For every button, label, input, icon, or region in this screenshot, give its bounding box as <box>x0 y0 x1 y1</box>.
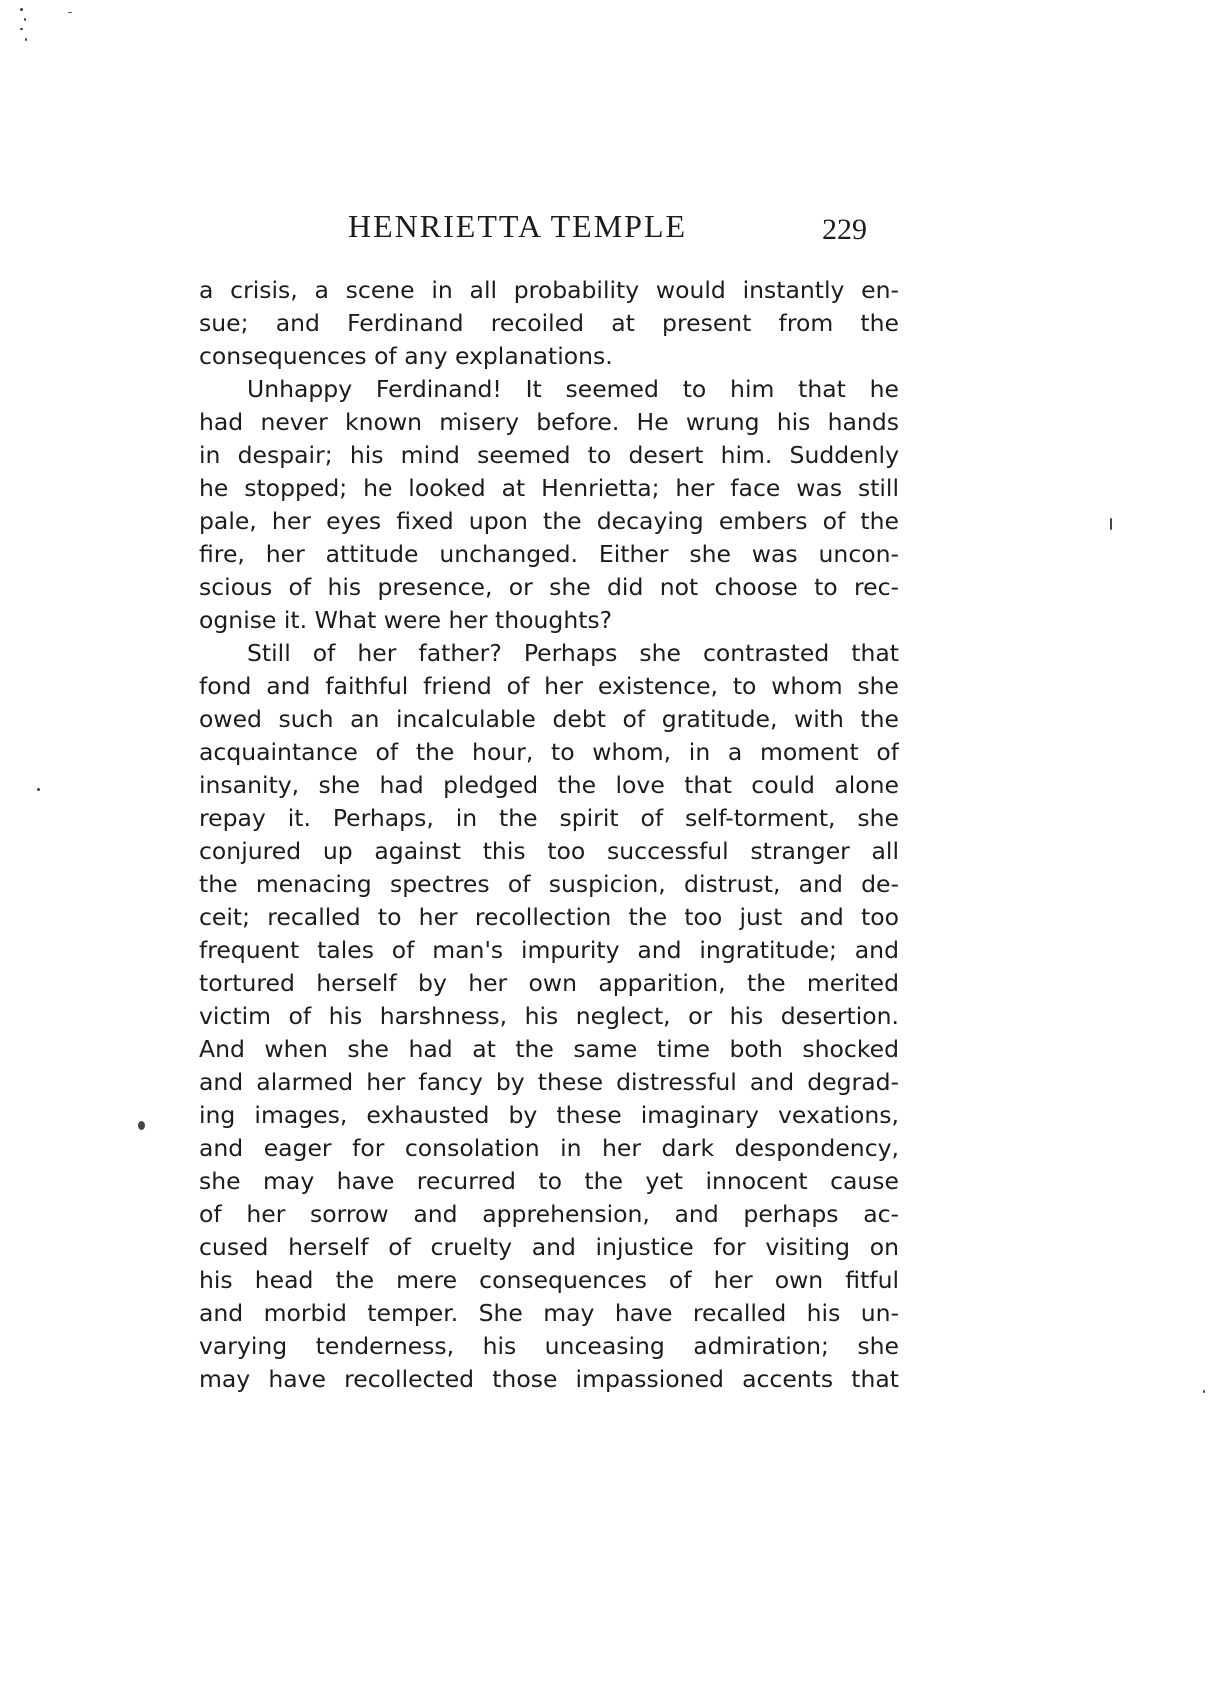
text-line: his head the mere consequences of her own fitful <box>199 1266 899 1294</box>
text-line: and eager for consolation in her dark despondency, <box>199 1134 899 1162</box>
paragraph-start-line: Unhappy Ferdinand! It seemed to him that he <box>247 375 899 403</box>
text-line: pale, her eyes fixed upon the decaying embers of the <box>199 507 899 535</box>
running-header <box>0 206 1216 246</box>
paragraph-start-line: Still of her father? Perhaps she contrasted that <box>247 639 899 667</box>
text-line: she may have recurred to the yet innocent cause <box>199 1167 899 1195</box>
text-line: tortured herself by her own apparition, the merited <box>199 969 899 997</box>
text-line: repay it. Perhaps, in the spirit of self-torment, she <box>199 804 899 832</box>
text-line: insanity, she had pledged the love that could alone <box>199 771 899 799</box>
text-line: fire, her attitude unchanged. Either she was uncon- <box>199 540 899 568</box>
page-number: 229 <box>822 213 867 246</box>
text-line: victim of his harshness, his neglect, or his desertion. <box>199 1002 899 1030</box>
text-line: and morbid temper. She may have recalled his un- <box>199 1299 899 1327</box>
text-line: may have recollected those impassioned accents that <box>199 1365 899 1393</box>
text-line: fond and faithful friend of her existence, to whom she <box>199 672 899 700</box>
scan-speck <box>1110 518 1112 530</box>
scan-speck <box>138 1121 145 1130</box>
text-line: the menacing spectres of suspicion, distrust, and de- <box>199 870 899 898</box>
scan-speck <box>20 8 23 11</box>
text-line: owed such an incalculable debt of gratitude, with the <box>199 705 899 733</box>
scan-speck <box>20 28 23 30</box>
body-text <box>199 274 899 1396</box>
text-line: sue; and Ferdinand recoiled at present from the <box>199 309 899 337</box>
text-line: in despair; his mind seemed to desert him. Suddenly <box>199 441 899 469</box>
scan-speck <box>37 788 40 791</box>
text-line: scious of his presence, or she did not choose to rec- <box>199 573 899 601</box>
text-line: conjured up against this too successful stranger all <box>199 837 899 865</box>
text-line: cused herself of cruelty and injustice for visiting on <box>199 1233 899 1261</box>
text-line: and alarmed her fancy by these distressful and degrad- <box>199 1068 899 1096</box>
text-line: had never known misery before. He wrung his hands <box>199 408 899 436</box>
text-line: ognise it. What were her thoughts? <box>199 606 613 634</box>
scan-speck <box>25 38 27 41</box>
text-line: a crisis, a scene in all probability would instantly en- <box>199 276 899 304</box>
text-line: of her sorrow and apprehension, and perhaps ac- <box>199 1200 899 1228</box>
scan-speck <box>24 18 26 21</box>
text-line: he stopped; he looked at Henrietta; her face was still <box>199 474 899 502</box>
scan-speck <box>1203 1390 1205 1393</box>
text-line: frequent tales of man's impurity and ingratitude; and <box>199 936 899 964</box>
text-line: And when she had at the same time both shocked <box>199 1035 899 1063</box>
text-line: varying tenderness, his unceasing admiration; she <box>199 1332 899 1360</box>
text-line: acquaintance of the hour, to whom, in a moment of <box>199 738 899 766</box>
text-line: consequences of any explanations. <box>199 342 613 370</box>
running-title: HENRIETTA TEMPLE <box>348 208 688 244</box>
scan-speck <box>68 12 72 13</box>
text-line: ing images, exhausted by these imaginary vexations, <box>199 1101 899 1129</box>
text-line: ceit; recalled to her recollection the too just and too <box>199 903 899 931</box>
